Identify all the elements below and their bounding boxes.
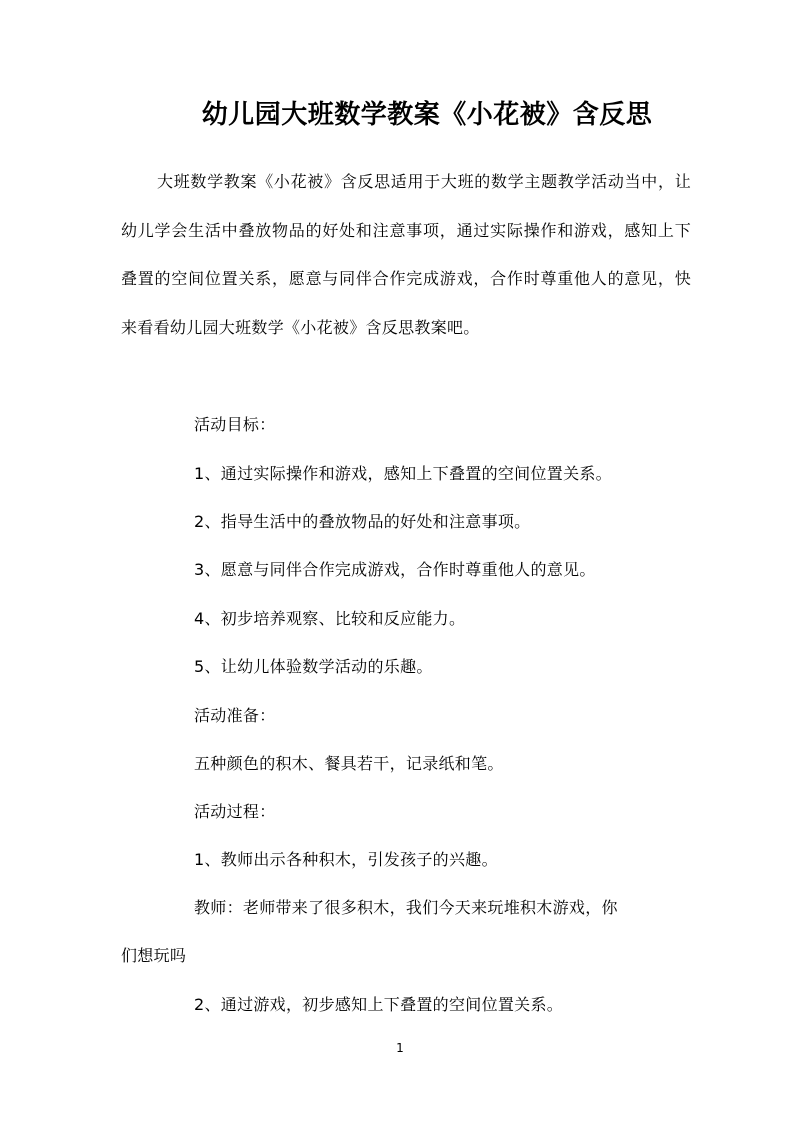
process-step: 2、通过游戏，初步感知上下叠置的空间位置关系。 [194,995,564,1014]
document-title: 幼儿园大班数学教案《小花被》含反思 [201,100,653,130]
goal-item: 3、愿意与同伴合作完成游戏，合作时尊重他人的意见。 [194,560,596,579]
process-heading: 活动过程： [194,802,276,821]
goal-item: 4、初步培养观察、比较和反应能力。 [194,609,466,628]
prep-heading: 活动准备： [194,706,276,725]
goal-item: 1、通过实际操作和游戏，感知上下叠置的空间位置关系。 [194,464,612,483]
teacher-dialogue-line: 教师：老师带来了很多积木，我们今天来玩堆积木游戏，你 [194,898,618,917]
page-number: 1 [396,1041,404,1055]
teacher-dialogue-line: 们想玩吗 [121,946,187,965]
prep-text: 五种颜色的积木、餐具若干，记录纸和笔。 [194,754,504,773]
goals-heading: 活动目标： [194,415,276,434]
intro-paragraph: 大班数学教案《小花被》含反思适用于大班的数学主题教学活动当中，让幼儿学会生活中叠放物品的好处和注意事项，通过实际操作和游戏，感知上下叠置的空间位置关系，愿意与同伴合作完成游戏，合作时尊重他人的意见，快来看看幼儿园大班数学《小花被》含反思教案吧。 [121,172,691,337]
goal-item: 2、指导生活中的叠放物品的好处和注意事项。 [194,512,531,531]
process-step: 1、教师出示各种积木，引发孩子的兴趣。 [194,850,498,869]
goal-item: 5、让幼儿体验数学活动的乐趣。 [194,657,433,676]
